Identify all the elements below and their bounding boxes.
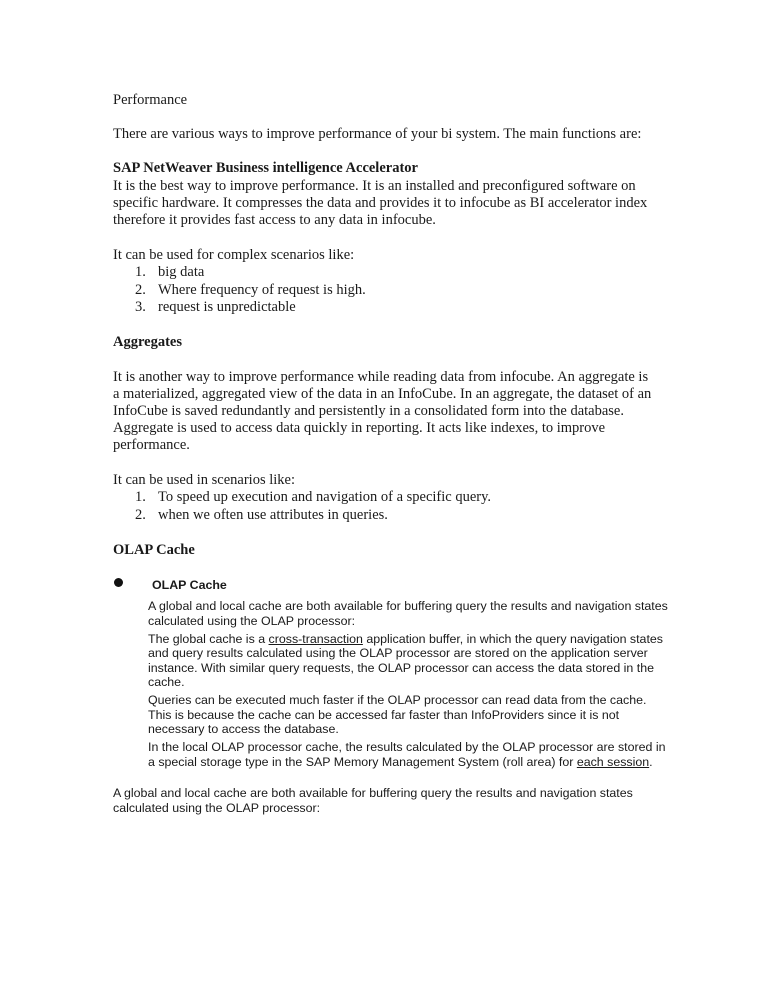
list-item — [113, 282, 366, 300]
text: application buffer, in which the query navigation states and query results calculated using the OLAP processor are stored on the application server instance. With similar query requests, the OLAP processor can access the data stored in the cache. — [148, 631, 663, 689]
olap-description — [148, 599, 668, 773]
list-number: 2. — [135, 281, 146, 298]
bullet-icon — [114, 578, 123, 587]
intro-paragraph: There are various ways to improve performance of your bi system. The main functions are: — [113, 126, 642, 142]
list-text: Where frequency of request is high. — [158, 281, 366, 298]
olap-heading: OLAP Cache — [113, 542, 195, 558]
bia-list — [113, 264, 366, 317]
olap-subheading: OLAP Cache — [152, 578, 227, 592]
list-item — [113, 299, 366, 317]
text: In the local OLAP processor cache, the results calculated by the OLAP processor are stored in a special storage type in the SAP Memory Management System (roll area) for — [148, 740, 666, 769]
list-number: 3. — [135, 299, 146, 315]
list-number: 1. — [135, 264, 146, 280]
aggregates-heading: Aggregates — [113, 334, 182, 350]
cross-transaction-link[interactable]: cross-transaction — [268, 631, 363, 646]
list-item — [113, 489, 491, 507]
olap-paragraph-3: Queries can be executed much faster if the OLAP processor can read data from the cache. This is because the cache can be accessed far faster than InfoProviders since it is not necessary to access the database. — [148, 693, 647, 736]
aggregates-list — [113, 489, 491, 524]
text: The global cache is a — [148, 631, 269, 646]
list-item — [113, 264, 366, 282]
bia-paragraph: It is the best way to improve performance. It is an installed and preconfigured software on specific hardware. It compresses the data and provides it to infocube as BI accelerator index therefore it provides fast access to any data in infocube. — [113, 178, 648, 228]
olap-footer-paragraph: A global and local cache are both available for buffering query the results and navigation states calculated using the OLAP processor: — [113, 786, 633, 815]
list-text: big data — [158, 264, 205, 280]
aggregates-paragraph: It is another way to improve performance while reading data from infocube. An aggregate is a materialized, aggregated view of the data in an InfoCube. In an aggregate, the dataset of an InfoCube is saved redundantly and persistently in a consolidated form into the database. Aggregate is used to access data quickly in reporting. It acts like indexes, to improve performance. — [113, 369, 652, 453]
list-text: To speed up execution and navigation of a specific query. — [158, 489, 492, 505]
olap-paragraph-2 — [148, 632, 668, 690]
olap-paragraph-4 — [148, 740, 668, 769]
text: . — [649, 754, 653, 769]
olap-paragraph-1: A global and local cache are both available for buffering query the results and navigation states calculated using the OLAP processor: — [148, 599, 668, 628]
list-number: 1. — [135, 489, 146, 505]
aggregates-list-intro: It can be used in scenarios like: — [113, 472, 295, 488]
each-session-link[interactable]: each session — [576, 754, 650, 769]
page-title: Performance — [113, 92, 188, 108]
bia-heading: SAP NetWeaver Business intelligence Accelerator — [113, 160, 418, 176]
list-number: 2. — [135, 506, 146, 523]
list-item — [113, 507, 491, 525]
list-text: when we often use attributes in queries. — [158, 506, 388, 523]
list-text: request is unpredictable — [158, 299, 296, 315]
bia-list-intro: It can be used for complex scenarios like: — [113, 247, 355, 263]
